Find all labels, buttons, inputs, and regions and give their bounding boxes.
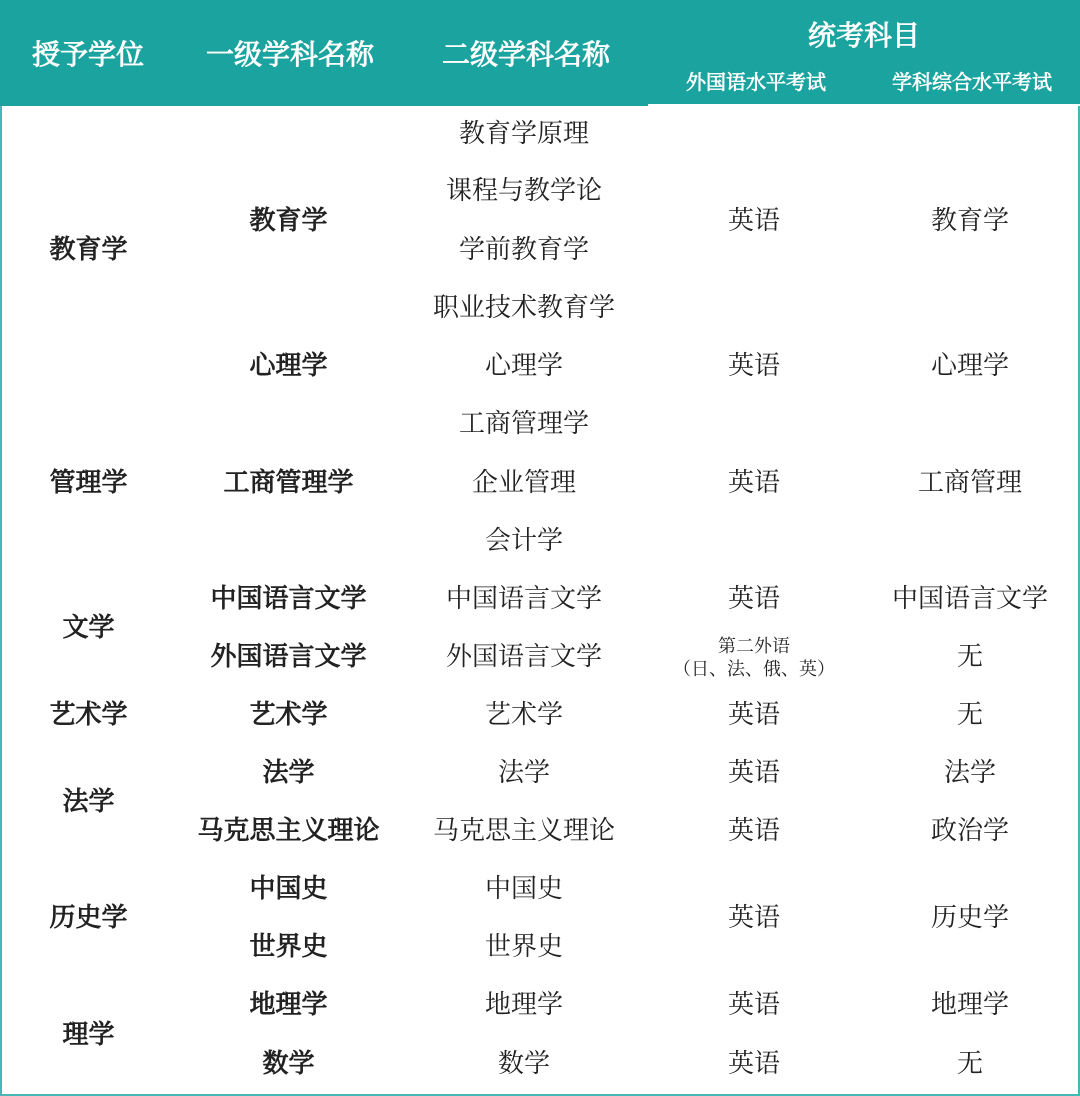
level2-cell: 外国语言文学 <box>402 629 648 689</box>
comprehensive-cell: 法学 <box>862 745 1080 805</box>
degree-cell: 历史学 <box>0 861 177 979</box>
foreign-lang-cell: 英语 <box>646 745 864 805</box>
header-degree: 授予学位 <box>0 0 176 106</box>
degree-cell: 管理学 <box>0 396 177 573</box>
degree-cell: 理学 <box>0 977 177 1096</box>
level1-cell: 外国语言文学 <box>175 629 404 689</box>
comprehensive-cell: 心理学 <box>862 338 1080 398</box>
level1-cell: 地理学 <box>175 977 404 1037</box>
level1-cell: 中国史 <box>175 861 404 921</box>
level2-cell: 企业管理 <box>402 454 648 515</box>
foreign-lang-cell: 英语 <box>646 338 864 398</box>
level2-cell: 数学 <box>402 1035 648 1096</box>
comprehensive-cell: 无 <box>862 1035 1080 1096</box>
level2-cell: 中国语言文学 <box>402 571 648 631</box>
level1-cell: 教育学 <box>175 106 404 340</box>
level1-cell: 艺术学 <box>175 687 404 747</box>
foreign-lang-cell: 英语 <box>646 106 864 340</box>
level2-cell: 中国史 <box>402 861 648 921</box>
foreign-lang-cell: 英语 <box>646 977 864 1037</box>
foreign-lang-cell: 英语 <box>646 687 864 747</box>
foreign-lang-cell: 英语 <box>646 571 864 631</box>
level2-cell: 艺术学 <box>402 687 648 747</box>
level2-cell: 心理学 <box>402 338 648 398</box>
foreign-lang-cell <box>646 629 864 689</box>
degree-cell: 艺术学 <box>0 687 177 747</box>
foreign-lang-cell: 英语 <box>646 861 864 979</box>
level1-cell: 法学 <box>175 745 404 805</box>
level1-cell: 世界史 <box>175 919 404 979</box>
comprehensive-cell: 政治学 <box>862 803 1080 863</box>
level2-cell: 地理学 <box>402 977 648 1037</box>
comprehensive-cell: 教育学 <box>862 106 1080 340</box>
comprehensive-cell: 中国语言文学 <box>862 571 1080 631</box>
level2-cell: 工商管理学 <box>402 396 648 456</box>
second-foreign-lang-options: （日、法、俄、英） <box>673 659 835 680</box>
level1-cell: 数学 <box>175 1035 404 1096</box>
level2-cell: 职业技术教育学 <box>402 280 648 340</box>
degree-cell: 法学 <box>0 745 177 863</box>
level1-cell: 工商管理学 <box>175 396 404 573</box>
level2-cell: 世界史 <box>402 919 648 979</box>
header-foreign-lang: 外国语水平考试 <box>648 56 864 104</box>
level2-cell: 会计学 <box>402 513 648 573</box>
degree-cell: 文学 <box>0 571 177 689</box>
level2-cell: 课程与教学论 <box>402 163 648 223</box>
foreign-lang-cell: 英语 <box>646 1035 864 1096</box>
comprehensive-cell: 工商管理 <box>862 396 1080 573</box>
level2-cell: 马克思主义理论 <box>402 803 648 863</box>
header-level1: 一级学科名称 <box>176 0 404 106</box>
header-subject-comp: 学科综合水平考试 <box>864 56 1080 104</box>
foreign-lang-cell: 英语 <box>646 396 864 573</box>
level1-cell: 心理学 <box>175 338 404 398</box>
header-level2: 二级学科名称 <box>404 0 648 106</box>
degree-cell: 教育学 <box>0 106 177 398</box>
level1-cell: 马克思主义理论 <box>175 803 404 863</box>
second-foreign-lang-label: 第二外语 <box>718 635 790 657</box>
level2-cell: 教育学原理 <box>402 106 648 165</box>
level1-cell: 中国语言文学 <box>175 571 404 631</box>
level2-cell: 学前教育学 <box>402 221 648 282</box>
comprehensive-cell: 地理学 <box>862 977 1080 1037</box>
comprehensive-cell: 历史学 <box>862 861 1080 979</box>
level2-cell: 法学 <box>402 745 648 805</box>
comprehensive-cell: 无 <box>862 629 1080 689</box>
foreign-lang-cell: 英语 <box>646 803 864 863</box>
header-exam-group: 统考科目 <box>648 0 1080 60</box>
comprehensive-cell: 无 <box>862 687 1080 747</box>
